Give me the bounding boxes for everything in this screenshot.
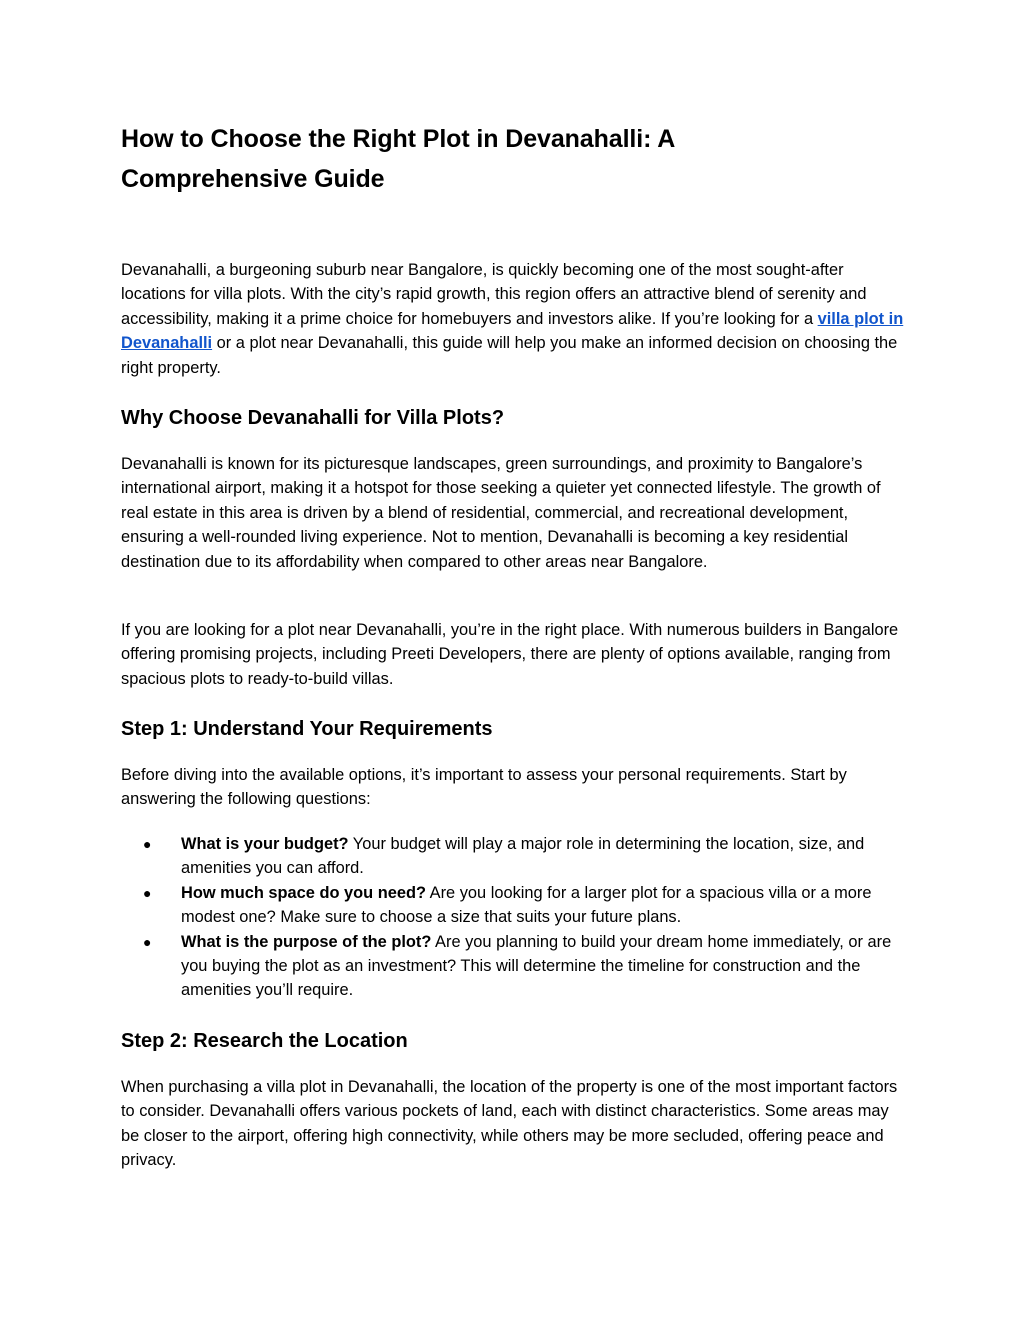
why-choose-paragraph-1: Devanahalli is known for its picturesque landscapes, green surroundings, and proximity to Bangalore’s international airport, making it a hotspot for those seeking a quieter yet connected lifestyle. The growth of real estate in this area is driven by a blend of residential, commercial, and recreational development, ensuring a well-rounded living experience. Not to mention, Devanahalli is becoming a key residential destination due to its affordability when compared to other areas near Bangalore.: [121, 455, 881, 571]
list-item-bold: What is your budget?: [181, 835, 349, 853]
step-1-intro-paragraph: Before diving into the available options, it’s important to assess your personal requirements. Start by answering the following questions:: [121, 766, 847, 809]
why-choose-paragraph-2: If you are looking for a plot near Devanahalli, you’re in the right place. With numerous builders in Bangalore offering promising projects, including Preeti Developers, there are plenty of options available, ranging from spacious plots to ready-to-build villas.: [121, 621, 899, 688]
section-heading-step-1: Step 1: Understand Your Requirements: [121, 718, 493, 740]
villa-plot-link[interactable]: villa plot in Devanahalli: [121, 309, 904, 353]
list-item: [121, 930, 911, 1003]
list-item-text: Are you planning to build your dream home immediately, or are you buying the plot as an investment? This will determine the timeline for construction and the amenities you’ll require.: [181, 932, 892, 1000]
step-2-paragraph: When purchasing a villa plot in Devanahalli, the location of the property is one of the most important factors to consider. Devanahalli offers various pockets of land, each with distinct characteristics. Some areas may be closer to the airport, offering high connectivity, while others may be more secluded, offering peace and privacy.: [121, 1078, 898, 1170]
intro-text-after: or a plot near Devanahalli, this guide will help you make an informed decision on choosing the right property.: [121, 334, 898, 377]
section-heading-why-choose: Why Choose Devanahalli for Villa Plots?: [121, 407, 505, 429]
list-item-bold: How much space do you need?: [181, 883, 426, 902]
list-item: [121, 881, 911, 930]
list-item-text: Your budget will play a major role in determining the location, size, and amenities you can afford.: [181, 835, 865, 878]
page-title: How to Choose the Right Plot in Devanahalli: A Comprehensive Guide: [121, 125, 675, 193]
list-item: [121, 832, 911, 881]
intro-text-before: Devanahalli, a burgeoning suburb near Bangalore, is quickly becoming one of the most sought-after locations for villa plots. With the city’s rapid growth, this region offers an attractive blend of serenity and accessibility, making it a prime choice for homebuyers and investors alike. If you’re looking for a: [121, 261, 867, 328]
bullet-icon: ●: [143, 884, 152, 901]
bullet-icon: ●: [143, 933, 152, 950]
intro-paragraph: [121, 258, 911, 380]
list-item-bold: What is the purpose of the plot?: [181, 932, 432, 951]
bullet-icon: ●: [143, 836, 152, 852]
requirements-list: [121, 832, 911, 1003]
section-heading-step-2: Step 2: Research the Location: [121, 1030, 408, 1052]
list-item-text: Are you looking for a larger plot for a spacious villa or a more modest one? Make sure to choose a size that suits your future plans.: [181, 883, 872, 927]
